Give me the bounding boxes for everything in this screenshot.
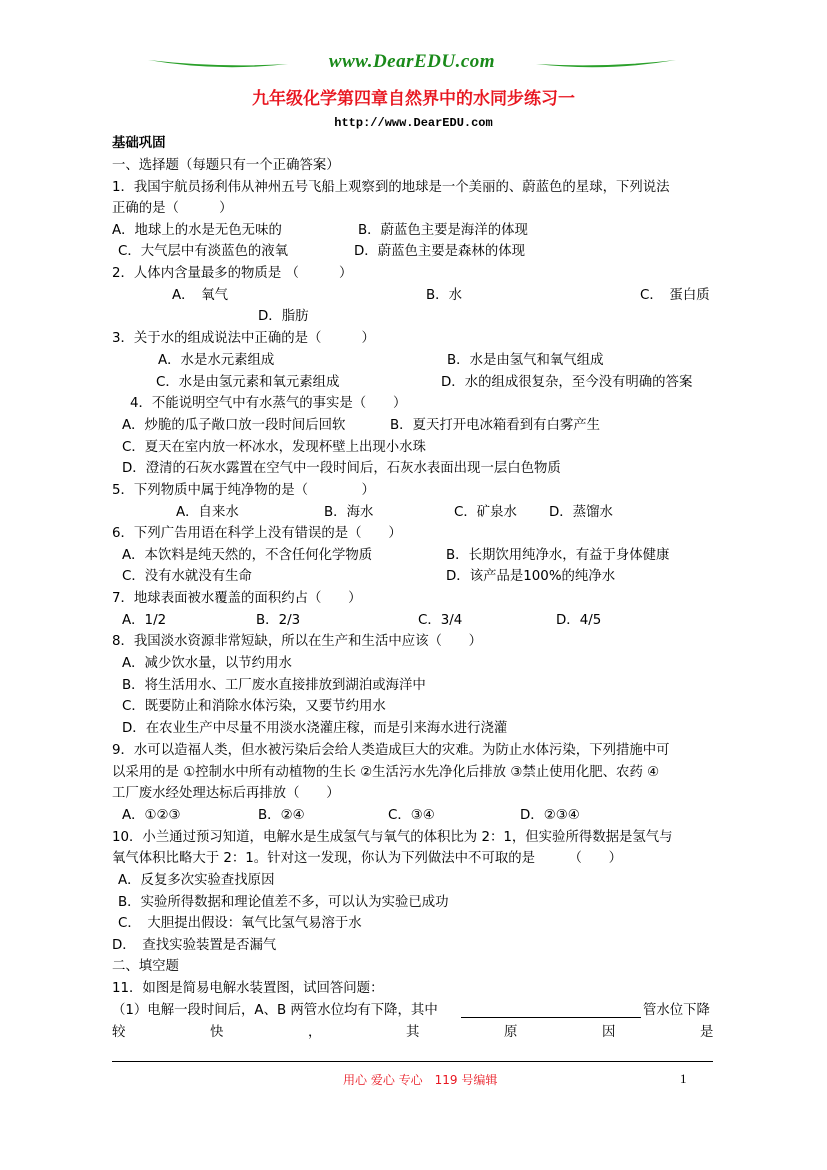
q1-stem-line1: 1．我国宇航员扬利伟从神州五号飞船上观察到的地球是一个美丽的、蔚蓝色的星球，下列说法 <box>112 180 670 195</box>
q6-option-b: B．长期饮用纯净水，有益于身体健康 <box>446 548 670 563</box>
q11-sub1-start: （1）电解一段时间后，A、B 两管水位均有下降，其中 <box>112 1003 438 1018</box>
q9-stem-line3: 工厂废水经处理达标后再排放（ ） <box>112 786 340 801</box>
part2-heading: 二、填空题 <box>112 959 179 974</box>
q8-stem: 8．我国淡水资源非常短缺，所以在生产和生活中应该（ ） <box>112 634 483 649</box>
site-url-link[interactable]: http://www.DearEDU.com <box>334 116 493 130</box>
q10-option-b: B．实验所得数据和理论值差不多，可以认为实验已成功 <box>118 895 449 910</box>
q2-stem: 2．人体内含量最多的物质是 （ ） <box>112 266 353 281</box>
q11-stem: 11．如图是简易电解水装置图，试回答问题： <box>112 981 384 996</box>
q8-option-b: B．将生活用水、工厂废水直接排放到湖泊或海洋中 <box>122 678 426 693</box>
q11-next-char-3: ， <box>308 1025 322 1040</box>
q5-option-b: B．海水 <box>324 505 374 520</box>
q10-stem-line1: 10．小兰通过预习知道，电解水是生成氢气与氧气的体积比为 2：1，但实验所得数据是氢气与 <box>112 830 673 845</box>
q7-option-b: B．2/3 <box>256 613 301 628</box>
q1-option-d: D．蔚蓝色主要是森林的体现 <box>354 244 525 259</box>
q4-option-c: C．夏天在室内放一杯冰水，发现杯壁上出现小水珠 <box>122 440 426 455</box>
q11-next-char-4: 其 <box>406 1025 420 1040</box>
q8-option-a: A．减少饮水量，以节约用水 <box>122 656 292 671</box>
q6-option-a: A．本饮料是纯天然的，不含任何化学物质 <box>122 548 373 563</box>
q8-option-c: C．既要防止和消除水体污染，又要节约用水 <box>122 699 386 714</box>
q10-option-d: D． 查找实验装置是否漏气 <box>112 938 277 953</box>
q9-stem-line2: 以采用的是 ①控制水中所有动植物的生长 ②生活污水先净化后排放 ③禁止使用化肥、农药 ④ <box>112 765 660 780</box>
q2-option-c: C． 蛋白质 <box>640 288 710 303</box>
header-banner <box>148 50 676 80</box>
section-heading: 基础巩固 <box>112 136 166 151</box>
q11-sub1-end: 管水位下降 <box>643 1003 710 1018</box>
page-number: 1 <box>680 1071 687 1086</box>
q5-option-c: C．矿泉水 <box>454 505 517 520</box>
q9-option-c: C．③④ <box>388 808 435 823</box>
page-title: 九年级化学第四章自然界中的水同步练习一 <box>252 89 575 109</box>
q8-option-d: D．在农业生产中尽量不用淡水浇灌庄稼，而是引来海水进行浇灌 <box>122 721 508 736</box>
q10-option-c: C． 大胆提出假设：氧气比氢气易溶于水 <box>118 916 362 931</box>
q3-option-a: A．水是水元素组成 <box>158 353 275 368</box>
q6-option-d: D．该产品是100%的纯净水 <box>446 569 616 584</box>
q5-option-a: A．自来水 <box>176 505 239 520</box>
q11-next-char-2: 快 <box>210 1025 224 1040</box>
q11-next-char-5: 原 <box>504 1025 518 1040</box>
q6-stem: 6．下列广告用语在科学上没有错误的是（ ） <box>112 526 402 541</box>
q10-option-a: A．反复多次实验查找原因 <box>118 873 275 888</box>
footer-slogan: 用心 爱心 专心 119 号编辑 <box>343 1073 498 1087</box>
q2-option-d: D．脂肪 <box>258 309 309 324</box>
q4-option-a: A．炒脆的瓜子敞口放一段时间后回软 <box>122 418 346 433</box>
q2-option-b: B．水 <box>426 288 462 303</box>
q4-option-b: B．夏天打开电冰箱看到有白雾产生 <box>390 418 601 433</box>
q1-option-c: C．大气层中有淡蓝色的液氧 <box>118 244 289 259</box>
q7-stem: 7．地球表面被水覆盖的面积约占（ ） <box>112 591 362 606</box>
q9-option-d: D．②③④ <box>520 808 580 823</box>
q3-option-d: D．水的组成很复杂，至今没有明确的答案 <box>441 375 693 390</box>
q5-option-d: D．蒸馏水 <box>549 505 613 520</box>
q9-stem-line1: 9．水可以造福人类，但水被污染后会给人类造成巨大的灾难。为防止水体污染，下列措施中可 <box>112 743 670 758</box>
q1-stem-line2: 正确的是（ ） <box>112 201 233 216</box>
site-logo-text[interactable]: www.DearEDU.com <box>328 51 496 72</box>
q9-option-b: B．②④ <box>258 808 305 823</box>
q5-stem: 5．下列物质中属于纯净物的是（ ） <box>112 483 375 498</box>
q3-option-b: B．水是由氢气和氧气组成 <box>447 353 604 368</box>
q1-option-b: B．蔚蓝色主要是海洋的体现 <box>358 223 528 238</box>
q11-next-char-6: 因 <box>602 1025 616 1040</box>
q10-stem-line2: 氧气体积比略大于 2：1。针对这一发现，你认为下列做法中不可取的是 （ ） <box>112 851 623 866</box>
q7-option-c: C．3/4 <box>418 613 463 628</box>
q3-stem: 3．关于水的组成说法中正确的是（ ） <box>112 331 375 346</box>
q7-option-d: D．4/5 <box>556 613 602 628</box>
q11-next-char-7: 是 <box>700 1025 714 1040</box>
part1-heading: 一、选择题（每题只有一个正确答案） <box>112 158 340 173</box>
q3-option-c: C．水是由氢元素和氧元素组成 <box>156 375 340 390</box>
footer-divider <box>112 1061 713 1062</box>
q9-option-a: A．①②③ <box>122 808 181 823</box>
q4-option-d: D．澄清的石灰水露置在空气中一段时间后，石灰水表面出现一层白色物质 <box>122 461 561 476</box>
q4-stem: 4．不能说明空气中有水蒸气的事实是（ ） <box>130 396 407 411</box>
q11-answer-blank[interactable] <box>461 1003 641 1018</box>
q6-option-c: C．没有水就没有生命 <box>122 569 252 584</box>
q7-option-a: A．1/2 <box>122 613 167 628</box>
q1-option-a: A．地球上的水是无色无味的 <box>112 223 282 238</box>
q11-next-char-1: 较 <box>112 1025 126 1040</box>
q2-option-a: A． 氧气 <box>172 288 229 303</box>
